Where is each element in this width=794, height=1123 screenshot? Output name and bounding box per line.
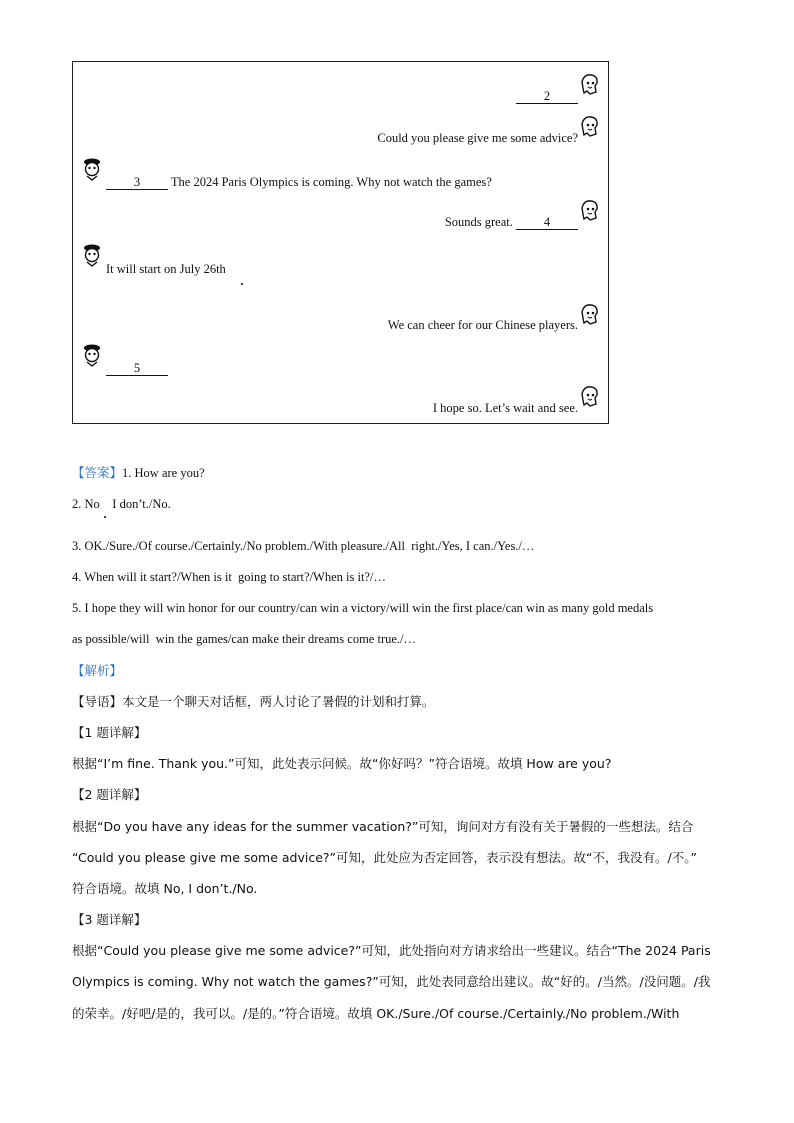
answer-1: 1. How are you?: [122, 466, 205, 480]
speaker-b-avatar-icon: [578, 302, 600, 328]
q2-explanation-line-2: “Could you please give me some advice?”可知，此处应为否定回答，表示没有想法。故“不，我没有。/不。”: [72, 850, 697, 865]
answer-row-1: [72, 464, 205, 482]
q3-explanation-line-1: 根据“Could you please give me some advice?”可知，此处指向对方请求给出一些建议。结合“The 2024 Paris: [72, 943, 711, 958]
speaker-a-avatar-icon: [81, 342, 103, 368]
dialogue-line-left: It will start on July 26th: [106, 262, 226, 276]
speaker-a-avatar-icon: [81, 242, 103, 268]
guide-text: 【导语】本文是一个聊天对话框，两人讨论了暑假的计划和打算。: [72, 694, 435, 709]
answer-3: 3. OK./Sure./Of course./Certainly./No problem./With pleasure./All right./Yes, I can./Yes./…: [72, 539, 535, 553]
dialogue-text: The 2024 Paris Olympics is coming. Why not watch the games?: [170, 175, 492, 189]
q3-explanation-line-2: Olympics is coming. Why not watch the games?”可知，此处表同意给出建议。故“好的。/当然。/没问题。/我: [72, 974, 711, 989]
dialogue-box: [72, 61, 609, 424]
q2-heading: 【2 题详解】: [72, 787, 147, 802]
speaker-b-avatar-icon: [578, 198, 600, 224]
speaker-a-avatar-icon: [81, 156, 103, 182]
blank-4[interactable]: 4: [516, 215, 578, 230]
q3-explanation-line-3: 的荣幸。/好吧/是的，我可以。/是的。”符合语境。故填 OK./Sure./Of course./Certainly./No problem./With: [72, 1006, 680, 1021]
blank-2[interactable]: 2: [516, 89, 578, 104]
dialogue-line-right: We can cheer for our Chinese players.: [387, 318, 578, 332]
q3-heading: 【3 题详解】: [72, 912, 147, 927]
answer-tag: 【答案】: [72, 465, 123, 480]
dialogue-line-left: [106, 360, 168, 376]
answer-2: 2. No I don’t./No.: [72, 497, 171, 511]
q1-heading: 【1 题详解】: [72, 725, 147, 740]
q1-explanation: 根据“I’m fine. Thank you.”可知，此处表示问候。故“你好吗？”符合语境。故填 How are you?: [72, 756, 612, 771]
dialogue-line-right: Could you please give me some advice?: [377, 131, 578, 145]
dialogue-line-right: I hope so. Let’s wait and see.: [432, 401, 578, 415]
answer-4: 4. When will it start?/When is it going to start?/When is it?/…: [72, 570, 386, 584]
blank-3[interactable]: 3: [106, 175, 168, 190]
dialogue-line-right: [516, 88, 578, 104]
speaker-b-avatar-icon: [578, 72, 600, 98]
answer-5-line-1: 5. I hope they will win honor for our country/can win a victory/will win the first place/can win as many gold medals: [72, 601, 654, 615]
q2-explanation-line-3: 符合语境。故填 No, I don’t./No.: [72, 881, 258, 896]
answer-5-line-2: as possible/will win the games/can make their dreams come true./…: [72, 632, 417, 646]
q2-explanation-line-1: 根据“Do you have any ideas for the summer vacation?”可知，询问对方有没有关于暑假的一些想法。结合: [72, 819, 694, 834]
stray-dot: [241, 283, 243, 285]
speaker-b-avatar-icon: [578, 384, 600, 410]
analysis-tag: 【解析】: [72, 663, 123, 678]
stray-dot: [104, 516, 106, 518]
dialogue-line-left: [106, 174, 492, 190]
dialogue-line-right: [445, 214, 578, 230]
dialogue-text: Sounds great.: [444, 215, 513, 229]
speaker-b-avatar-icon: [578, 114, 600, 140]
blank-5[interactable]: 5: [106, 361, 168, 376]
